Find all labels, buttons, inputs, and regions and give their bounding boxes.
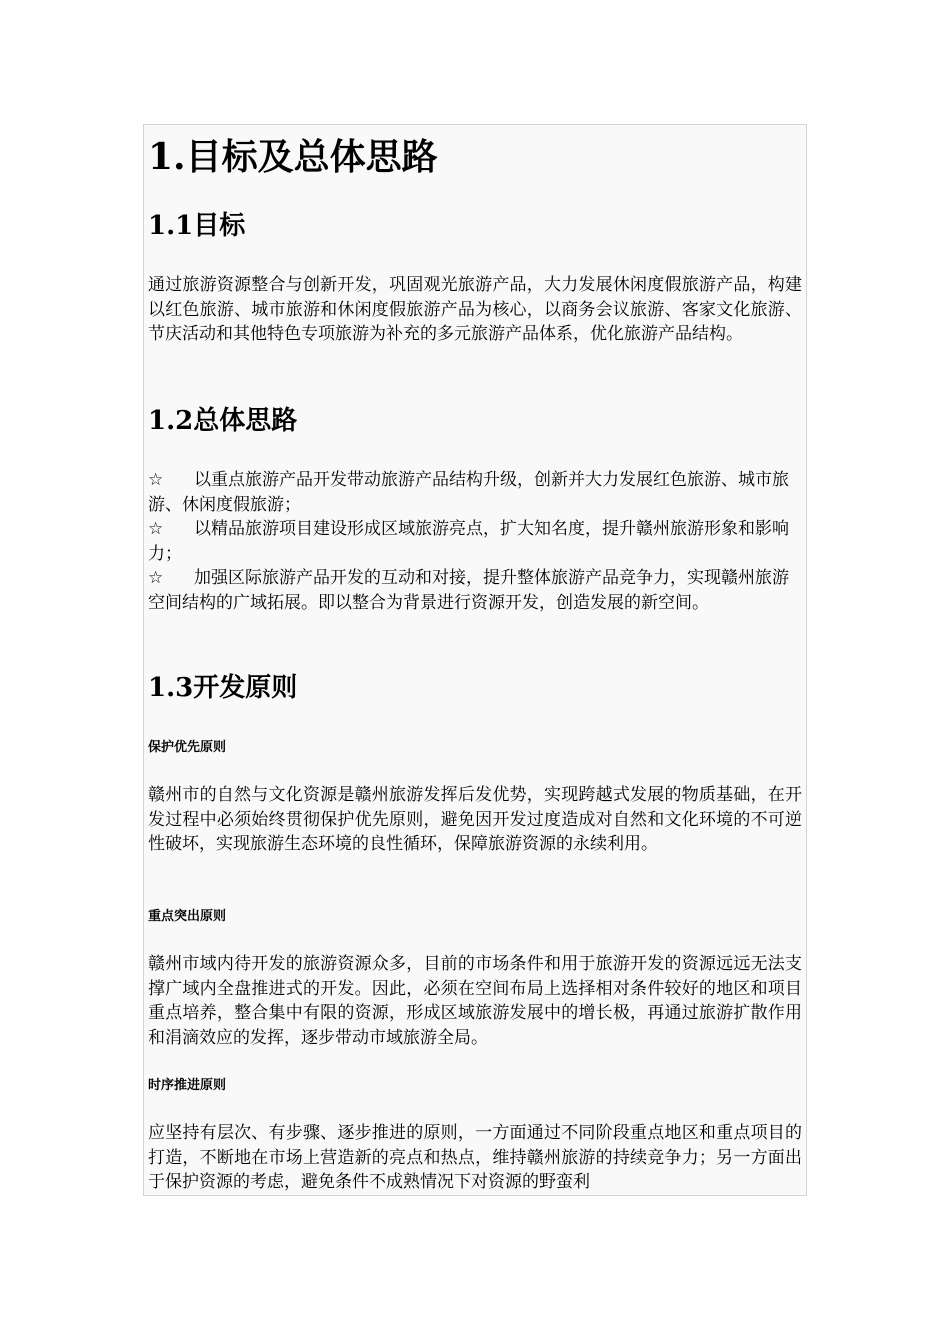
section-heading-goal: 1.1目标: [148, 211, 246, 241]
section-heading-development-principles: 1.3开发原则: [148, 673, 298, 703]
principle-text-sequence: 应坚持有层次、有步骤、逐步推进的原则，一方面通过不同阶段重点地区和重点项目的打造，不断地在市场上营造新的亮点和热点，维持赣州旅游的持续竞争力；另一方面出于保护资源的考虑，避免条件不成熟情况下对资源的野蛮利: [148, 1123, 802, 1192]
principle-text-protection: 赣州市的自然与文化资源是赣州旅游发挥后发优势，实现跨越式发展的物质基础，在开发过程中必须始终贯彻保护优先原则，避免因开发过度造成对自然和文化环境的不可逆性破坏，实现旅游生态环境的良性循环，保障旅游资源的永续利用。: [148, 785, 802, 854]
bullet-text: 以重点旅游产品开发带动旅游产品结构升级，创新并大力发展红色旅游、城市旅游、休闲度假旅游；: [148, 470, 789, 515]
approach-bullet-list: [148, 468, 802, 615]
list-item: [148, 517, 802, 566]
star-icon: ☆: [148, 519, 164, 539]
principle-title-focus: 重点突出原则: [148, 909, 227, 924]
star-icon: ☆: [148, 568, 164, 588]
document-page: [143, 124, 807, 1196]
list-item: [148, 566, 802, 615]
star-icon: ☆: [148, 470, 164, 490]
principle-title-sequence: 时序推进原则: [148, 1078, 227, 1093]
section-heading-overall-approach: 1.2总体思路: [148, 406, 298, 436]
list-item: [148, 468, 802, 517]
principle-title-protection: 保护优先原则: [148, 740, 227, 755]
goal-paragraph: 通过旅游资源整合与创新开发，巩固观光旅游产品，大力发展休闲度假旅游产品，构建以红色旅游、城市旅游和休闲度假旅游产品为核心，以商务会议旅游、客家文化旅游、节庆活动和其他特色专项旅游为补充的多元旅游产品体系，优化旅游产品结构。: [148, 275, 802, 344]
document-title: 1.目标及总体思路: [148, 136, 438, 178]
bullet-text: 加强区际旅游产品开发的互动和对接，提升整体旅游产品竞争力，实现赣州旅游空间结构的广域拓展。即以整合为背景进行资源开发，创造发展的新空间。: [148, 568, 789, 613]
principle-text-focus: 赣州市域内待开发的旅游资源众多，目前的市场条件和用于旅游开发的资源远远无法支撑广域内全盘推进式的开发。因此，必须在空间布局上选择相对条件较好的地区和项目重点培养，整合集中有限的资源，形成区域旅游发展中的增长极，再通过旅游扩散作用和涓滴效应的发挥，逐步带动市域旅游全局。: [148, 954, 802, 1048]
bullet-text: 以精品旅游项目建设形成区域旅游亮点，扩大知名度，提升赣州旅游形象和影响力；: [148, 519, 789, 564]
